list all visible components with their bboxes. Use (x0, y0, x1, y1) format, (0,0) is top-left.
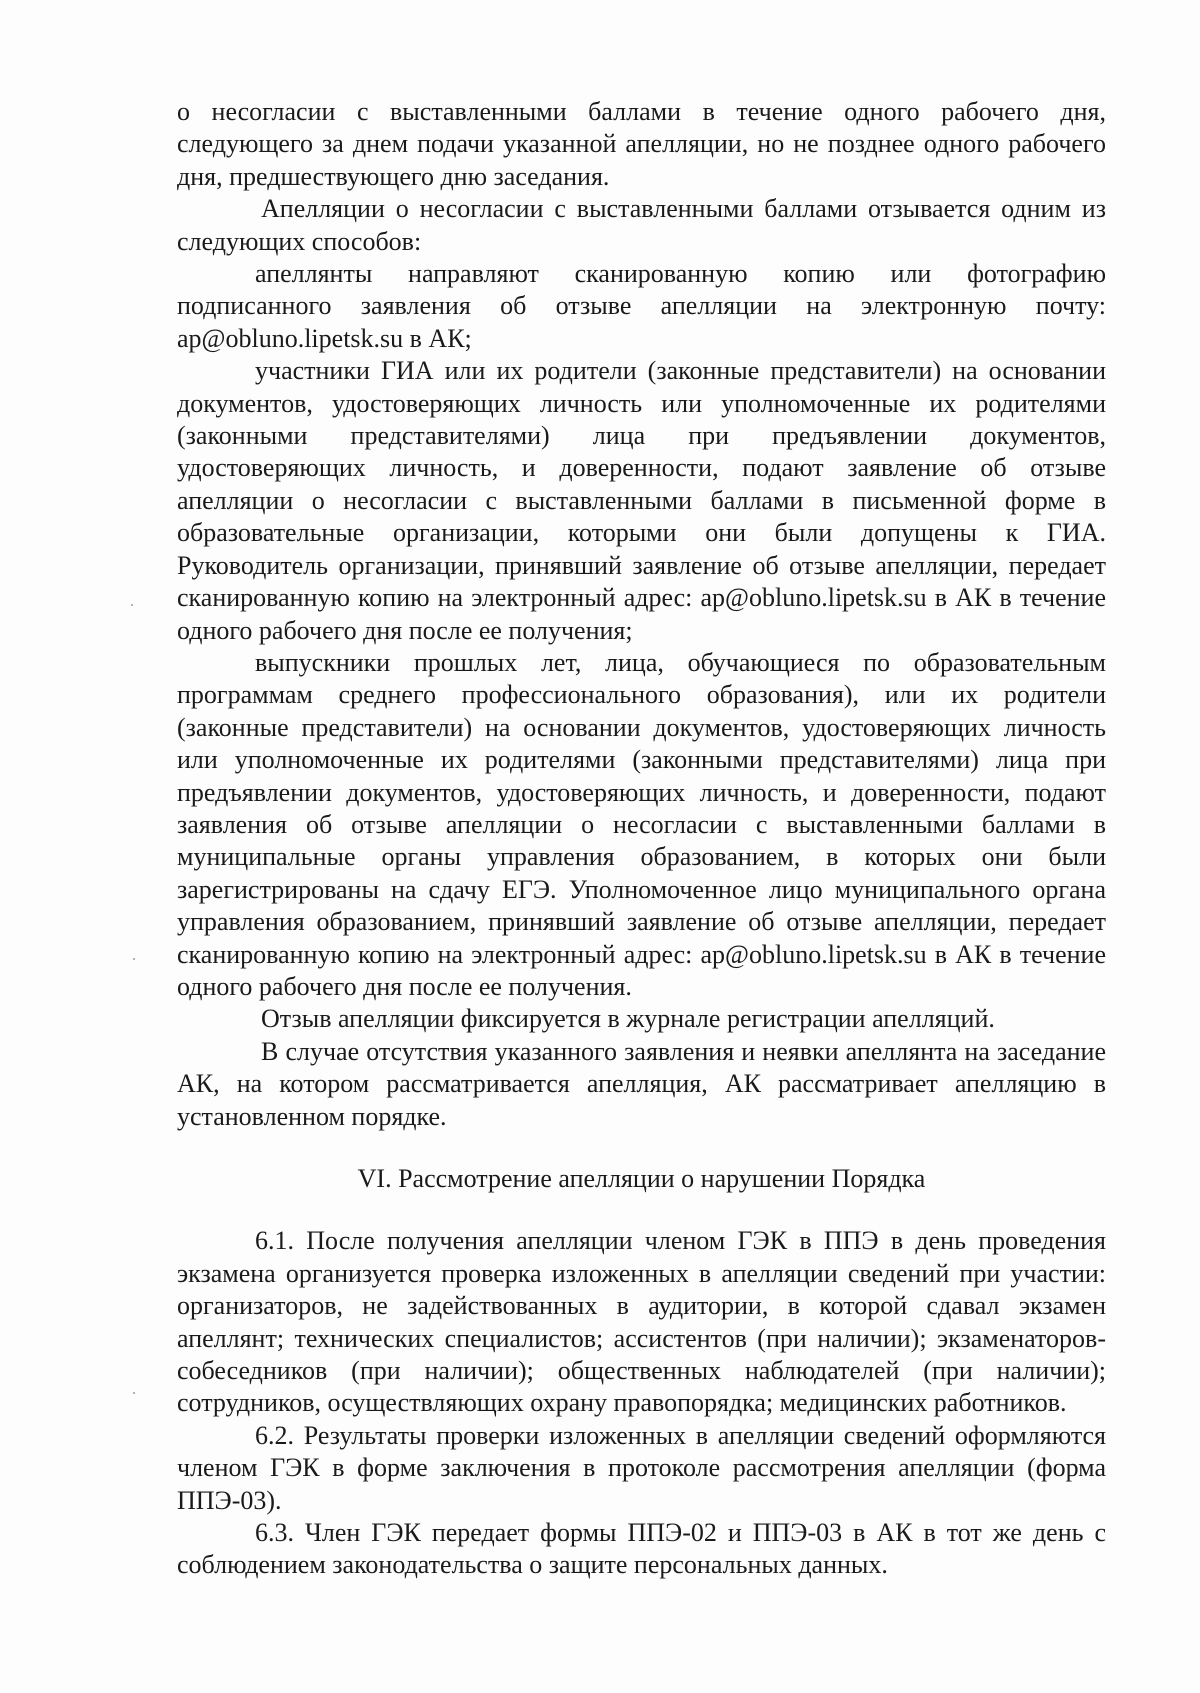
section-heading: VI. Рассмотрение апелляции о нарушении Порядка (357, 1164, 926, 1193)
scan-speck (133, 958, 135, 960)
paragraph-gia-participants: участники ГИА или их родители (законные представители) на основании документов, удостоверяющих личность или уполномоченные их родителями (законными представителями) лица при предъявлении документов, удостоверяющих личность, и доверенности, подают заявление об отзыве апелляции о несогласии с выставленными баллами в письменной форме в образовательные организации, которыми они были допущены к ГИА. Руководитель организации, принявший заявление об отзыве апелляции, передает сканированную копию на электронный адрес: ap@obluno.lipetsk.su в АК в течение одного рабочего дня после ее получения; (177, 356, 1106, 645)
paragraph-6-1: 6.1. После получения апелляции членом ГЭК в ППЭ в день проведения экзамена организуется проверка изложенных в апелляции сведений при участии: организаторов, не задействованных в аудитории, в которой сдавал экзамен апеллянт; технических специалистов; ассистентов (при наличии); экзаменаторов-собеседников (при наличии); общественных наблюдателей (при наличии); сотрудников, осуществляющих охрану правопорядка; медицинских работников. (177, 1226, 1106, 1418)
paragraph-6-3: 6.3. Член ГЭК передает формы ППЭ-02 и ППЭ-03 в АК в тот же день с соблюдением законодательства о защите персональных данных. (177, 1518, 1106, 1580)
paragraph-withdrawal-registration: Отзыв апелляции фиксируется в журнале регистрации апелляций. (261, 1004, 995, 1034)
paragraph-appellants-email: апеллянты направляют сканированную копию или фотографию подписанного заявления об отзыве апелляции на электронную почту: ap@obluno.lipetsk.su в АК; (177, 259, 1106, 353)
paragraph-continuation: о несогласии с выставленными баллами в течение одного рабочего дня, следующего за днем подачи указанной апелляции, но не позднее одного рабочего дня, предшествующего дню заседания. (177, 97, 1106, 191)
paragraph-past-graduates: выпускники прошлых лет, лица, обучающиеся по образовательным программам среднего профессионального образования), или их родители (законные представители) на основании документов, удостоверяющих личность или уполномоченные их родителями (законными представителями) лица при предъявлении документов, удостоверяющих личность, и доверенности, подают заявления об отзыве апелляции о несогласии с выставленными баллами в муниципальные органы управления образованием, в которых они были зарегистрированы на сдачу ЕГЭ. Уполномоченное лицо муниципального органа управления образованием, принявший заявление об отзыве апелляции, передает сканированную копию на электронный адрес: ap@obluno.lipetsk.su в АК в течение одного рабочего дня после ее получения. (177, 647, 1106, 1001)
paragraph-6-2: 6.2. Результаты проверки изложенных в апелляции сведений оформляются членом ГЭК в форме заключения в протоколе рассмотрения апелляции (форма ППЭ-03). (177, 1420, 1106, 1515)
paragraph-absence-case: В случае отсутствия указанного заявления и неявки апеллянта на заседание АК, на котором рассматривается апелляция, АК рассматривает апелляцию в установленном порядке. (177, 1036, 1106, 1131)
document-body (177, 96, 1106, 1582)
scan-speck (131, 604, 133, 606)
paragraph-withdrawal-methods: Апелляции о несогласии с выставленными баллами отзывается одним из следующих способов: (177, 194, 1106, 256)
scan-speck (133, 1392, 135, 1394)
